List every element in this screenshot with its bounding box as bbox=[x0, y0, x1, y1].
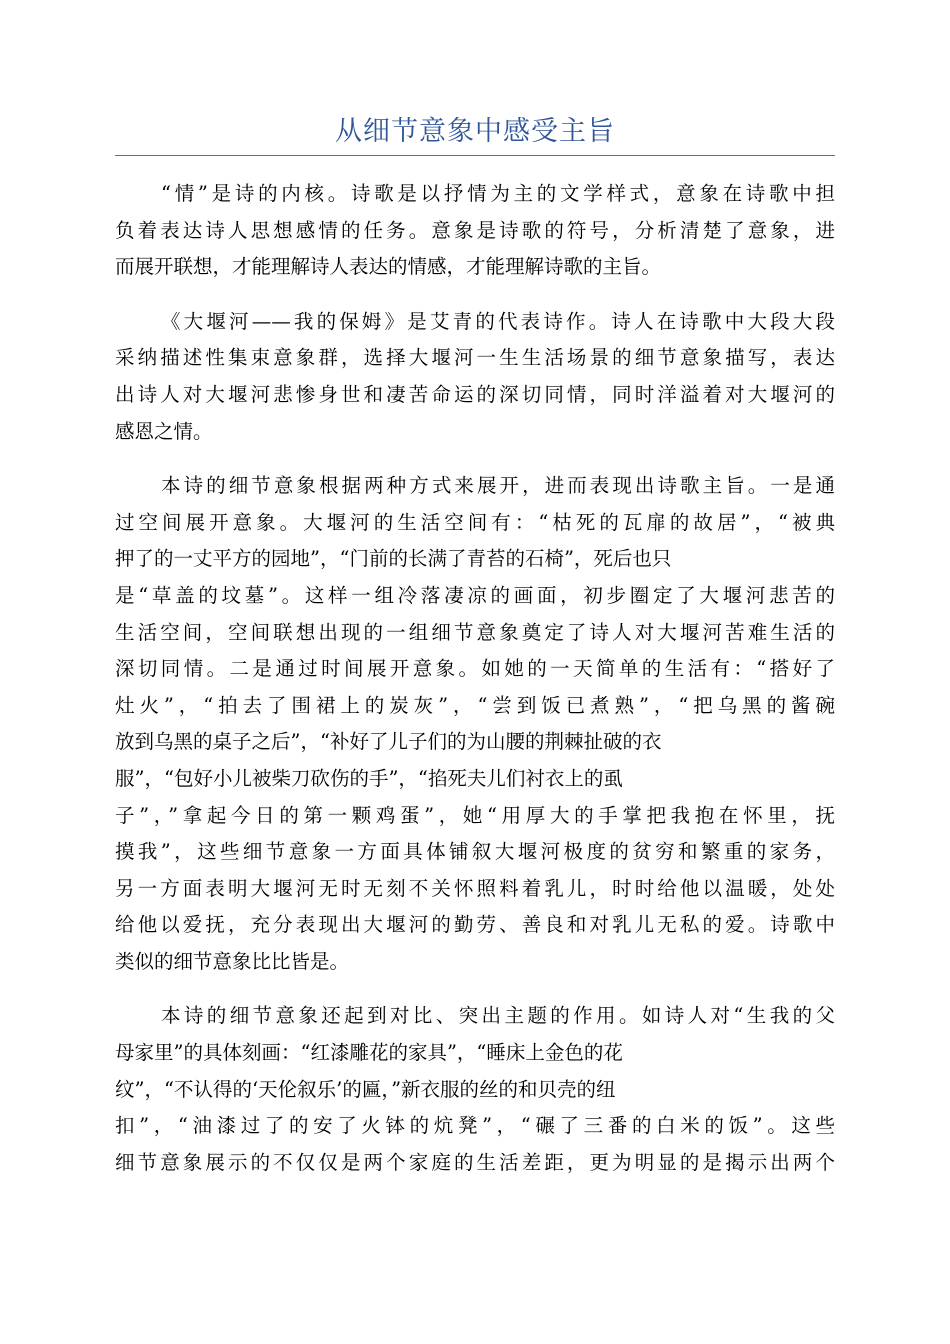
document-body bbox=[115, 176, 835, 1199]
text-line: 纹”，“不认得的‘天伦叙乐’的匾，”新衣服的丝的和贝壳的纽 bbox=[115, 1077, 616, 1101]
text-line: 摸我”，这些细节意象一方面具体铺叙大堰河极度的贫穷和繁重的家务， bbox=[115, 840, 835, 864]
paragraph-3 bbox=[115, 468, 835, 980]
text-line: 《大堰河——我的保姆》是艾青的代表诗作。诗人在诗歌中大段大段 bbox=[161, 309, 835, 333]
text-line: 灶火”，“拍去了围裙上的炭灰”，“尝到饭已煮熟”，“把乌黑的酱碗 bbox=[115, 693, 835, 717]
text-line: 另一方面表明大堰河无时无刻不关怀照料着乳儿，时时给他以温暖，处处 bbox=[115, 876, 835, 900]
text-line: 感恩之情。 bbox=[115, 419, 213, 443]
text-line: 押了的一丈平方的园地”，“门前的长满了青苔的石椅”，死后也只 bbox=[115, 547, 672, 571]
text-line: 生活空间，空间联想出现的一组细节意象奠定了诗人对大堰河苦难生活的 bbox=[115, 620, 835, 644]
text-line: 子”，”拿起今日的第一颗鸡蛋”，她“用厚大的手掌把我抱在怀里，抚 bbox=[115, 803, 835, 827]
text-line: 类似的细节意象比比皆是。 bbox=[115, 949, 350, 973]
paragraph-2 bbox=[115, 304, 835, 450]
text-line: 本诗的细节意象还起到对比、突出主题的作用。如诗人对“生我的父 bbox=[161, 1004, 835, 1028]
text-line: 深切同情。二是通过时间展开意象。如她的一天简单的生活有：“搭好了 bbox=[115, 657, 835, 681]
text-line: 是“草盖的坟墓”。这样一组冷落凄凉的画面，初步圈定了大堰河悲苦的 bbox=[115, 583, 835, 607]
text-line: 采纳描述性集束意象群，选择大堰河一生生活场景的细节意象描写，表达 bbox=[115, 346, 835, 370]
text-line: “情”是诗的内核。诗歌是以抒情为主的文学样式，意象在诗歌中担 bbox=[161, 182, 835, 205]
text-line: 放到乌黑的桌子之后”，“补好了儿子们的为山腰的荆棘扯破的衣 bbox=[115, 730, 662, 754]
text-line: 母家里”的具体刻画：“红漆雕花的家具”，“睡床上金色的花 bbox=[115, 1041, 623, 1065]
document-title: 从细节意象中感受主旨 bbox=[335, 116, 615, 147]
text-line: 出诗人对大堰河悲惨身世和凄苦命运的深切同情，同时洋溢着对大堰河的 bbox=[115, 382, 835, 406]
text-line: 给他以爱抚，充分表现出大堰河的勤劳、善良和对乳儿无私的爱。诗歌中 bbox=[115, 913, 835, 937]
text-line: 扣”，“油漆过了的安了火钵的炕凳”，“碾了三番的白米的饭”。这些 bbox=[115, 1114, 835, 1138]
text-line: 而展开联想，才能理解诗人表达的情感，才能理解诗歌的主旨。 bbox=[115, 255, 662, 279]
text-line: 本诗的细节意象根据两种方式来展开，进而表现出诗歌主旨。一是通 bbox=[161, 474, 835, 498]
text-line: 细节意象展示的不仅仅是两个家庭的生活差距，更为明显的是揭示出两个 bbox=[115, 1150, 835, 1174]
paragraph-1 bbox=[115, 176, 835, 286]
text-line: 过空间展开意象。大堰河的生活空间有：“枯死的瓦扉的故居”，“被典 bbox=[115, 510, 835, 534]
text-line: 负着表达诗人思想感情的任务。意象是诗歌的符号，分析清楚了意象，进 bbox=[115, 218, 835, 242]
text-line: 服”，“包好小儿被柴刀砍伤的手”，“掐死夫儿们衬衣上的虱 bbox=[115, 766, 623, 790]
title-underline bbox=[115, 155, 835, 156]
paragraph-4 bbox=[115, 998, 835, 1181]
